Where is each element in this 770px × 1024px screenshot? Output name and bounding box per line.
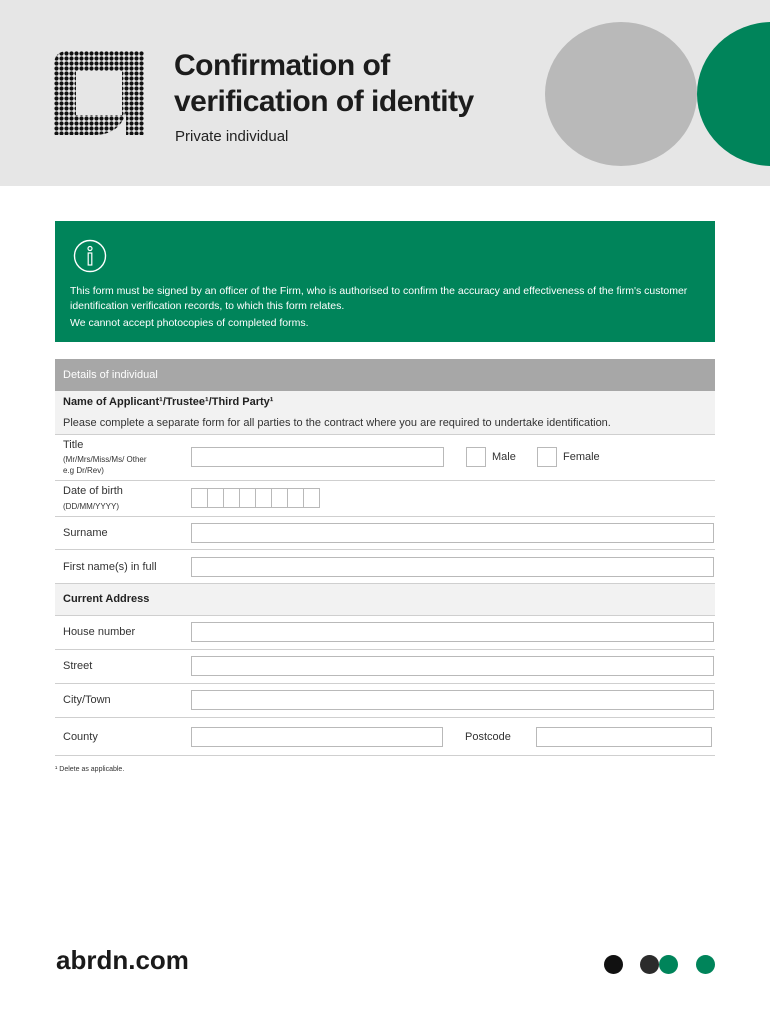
dob-digit-y2[interactable] [271, 488, 288, 508]
footer-dot-green [696, 955, 715, 974]
title-line-1: Confirmation of [174, 49, 390, 82]
applicant-block [55, 391, 715, 435]
notice-text [70, 284, 705, 331]
dob-digit-y3[interactable] [287, 488, 304, 508]
address-heading-block [55, 584, 715, 616]
dob-digit-y4[interactable] [303, 488, 320, 508]
female-label: Female [563, 451, 600, 463]
city-input[interactable] [191, 690, 714, 710]
street-row [55, 650, 715, 684]
info-icon [73, 239, 107, 273]
notice-paragraph-2: We cannot accept photocopies of completed forms. [70, 317, 309, 329]
header-banner [0, 0, 770, 186]
dob-digit-m1[interactable] [223, 488, 240, 508]
title-label: Title [63, 439, 84, 451]
notice-box [55, 221, 715, 342]
postcode-label: Postcode [465, 731, 511, 743]
female-checkbox[interactable] [537, 447, 557, 467]
grey-circle-decoration [545, 22, 697, 166]
dob-digit-d1[interactable] [191, 488, 208, 508]
abrdn-logo [54, 51, 144, 135]
notice-paragraph-1: This form must be signed by an officer of the Firm, who is authorised to confirm the accuracy and effectiveness of the firm's customer identification verification records, to which this form relates. [70, 285, 688, 312]
instruction-text: Please complete a separate form for all parties to the contract where you are required to undertake identification. [63, 417, 611, 429]
section-header-details: Details of individual [55, 359, 715, 391]
surname-row [55, 517, 715, 550]
applicant-heading: Name of Applicant¹/Trustee¹/Third Party¹ [63, 396, 274, 408]
surname-input[interactable] [191, 523, 714, 543]
dob-digit-m2[interactable] [239, 488, 256, 508]
address-heading: Current Address [63, 593, 150, 605]
postcode-input[interactable] [536, 727, 712, 747]
page-subtitle: Private individual [175, 128, 289, 145]
footer-dot-black [604, 955, 623, 974]
house-row [55, 616, 715, 650]
firstname-label: First name(s) in full [63, 561, 157, 573]
title-hint: (Mr/Mrs/Miss/Ms/ Other e.g Dr/Rev) [63, 455, 147, 475]
footnote: ¹ Delete as applicable. [55, 766, 125, 773]
title-input[interactable] [191, 447, 444, 467]
green-circle-decoration [697, 22, 770, 166]
county-label: County [63, 731, 98, 743]
title-line-2: verification of identity [174, 85, 474, 118]
footer-dot-green-overlap [659, 955, 678, 974]
footer-dot-dark [640, 955, 659, 974]
county-input[interactable] [191, 727, 443, 747]
dob-hint: (DD/MM/YYYY) [63, 502, 119, 511]
male-label: Male [492, 451, 516, 463]
title-row [55, 435, 715, 481]
dob-digit-d2[interactable] [207, 488, 224, 508]
street-label: Street [63, 660, 93, 672]
street-input[interactable] [191, 656, 714, 676]
dob-label: Date of birth [63, 485, 123, 497]
city-label: City/Town [63, 694, 111, 706]
firstname-row [55, 550, 715, 584]
dob-digit-y1[interactable] [255, 488, 272, 508]
house-input[interactable] [191, 622, 714, 642]
house-label: House number [63, 626, 136, 638]
footer-website: abrdn.com [56, 945, 189, 975]
page-title [174, 48, 474, 120]
male-checkbox[interactable] [466, 447, 486, 467]
surname-label: Surname [63, 527, 108, 539]
city-row [55, 684, 715, 718]
firstname-input[interactable] [191, 557, 714, 577]
county-row [55, 718, 715, 756]
dob-row [55, 481, 715, 517]
